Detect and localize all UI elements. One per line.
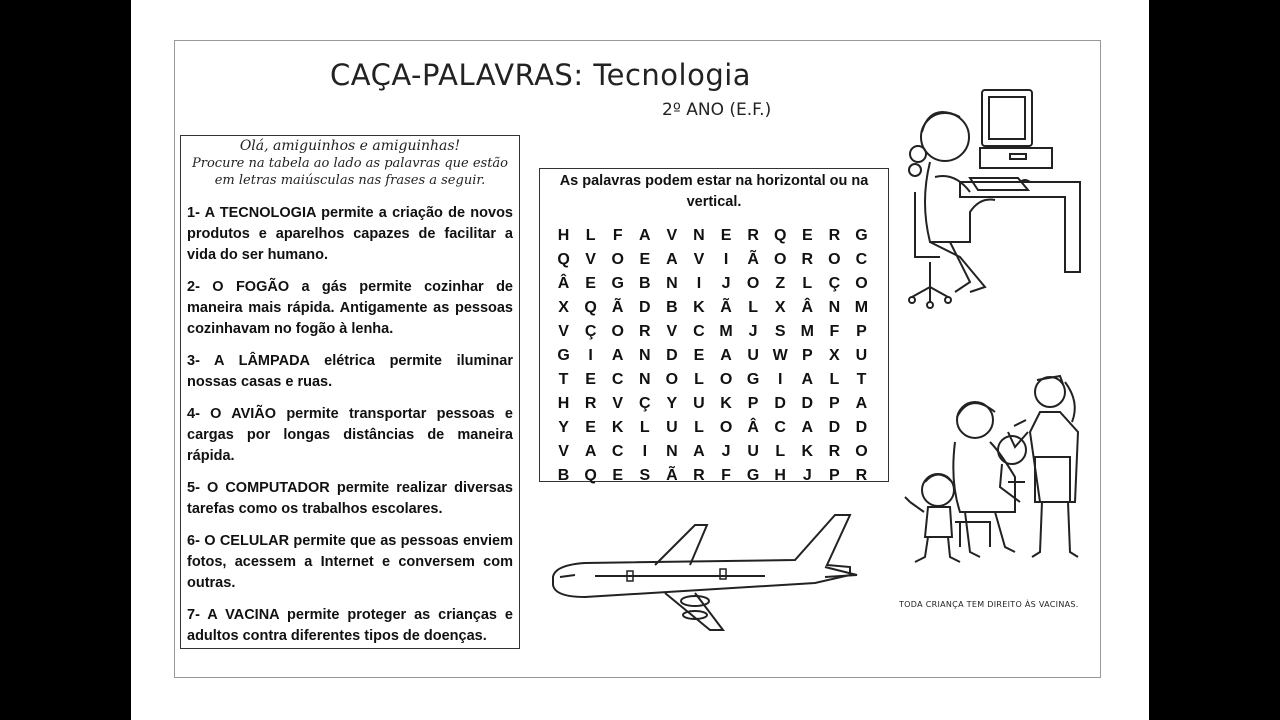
sentence-7: 7- A VACINA permite proteger as crianças e adultos contra diferentes tipos de doenças. bbox=[187, 607, 513, 644]
grid-letter: H bbox=[557, 227, 570, 244]
grid-letter: A bbox=[639, 227, 651, 244]
grid-letter: E bbox=[585, 419, 596, 436]
grid-letter: Ç bbox=[584, 323, 597, 340]
grid-letter: C bbox=[611, 371, 624, 388]
grid-letter: Ã bbox=[720, 299, 732, 316]
grid-letter: B bbox=[557, 467, 570, 484]
grid-letter: T bbox=[856, 371, 867, 388]
grid-letter: X bbox=[829, 347, 840, 364]
grid-letter: R bbox=[828, 443, 841, 460]
grid-letter: Ç bbox=[828, 275, 841, 292]
vaccine-caption: TODA CRIANÇA TEM DIREITO ÀS VACINAS. bbox=[899, 600, 1079, 609]
grid-letter: G bbox=[746, 371, 760, 388]
grid-letter: Q bbox=[584, 467, 597, 484]
grid-letter: J bbox=[748, 323, 758, 340]
grid-letter: V bbox=[612, 395, 624, 412]
sentence-1: 1- A TECNOLOGIA permite a criação de novos produtos e aparelhos capazes de facilitar a vida do ser humano. bbox=[187, 205, 513, 263]
grid-letter: J bbox=[721, 275, 731, 292]
sentence-4: 4- O AVIÃO permite transportar pessoas e cargas por longas distâncias de maneira rápida. bbox=[187, 406, 513, 464]
grid-letter: R bbox=[693, 467, 705, 484]
grid-letter: V bbox=[693, 251, 705, 268]
vaccination-illustration bbox=[900, 362, 1090, 582]
grid-letter: Q bbox=[557, 251, 570, 268]
grid-letter: Â bbox=[557, 275, 570, 292]
grid-letter: I bbox=[642, 443, 648, 460]
grid-letter: L bbox=[748, 299, 758, 316]
grid-letter: P bbox=[829, 395, 840, 412]
grid-letter: A bbox=[855, 395, 868, 412]
grid-letter: Q bbox=[584, 299, 597, 316]
grid-letter: C bbox=[855, 251, 868, 268]
grid-letter: J bbox=[721, 443, 731, 460]
grid-letter: O bbox=[611, 323, 624, 340]
grid-letter: O bbox=[665, 371, 679, 388]
grid-letter: D bbox=[666, 347, 678, 364]
grid-letter: G bbox=[557, 347, 570, 364]
grid-letter: Q bbox=[773, 227, 787, 244]
grid-letter: N bbox=[639, 347, 651, 364]
girl-computer-illustration bbox=[900, 82, 1085, 317]
grid-letter: A bbox=[584, 443, 597, 460]
grid-letter: V bbox=[558, 443, 569, 460]
grid-letter: A bbox=[801, 371, 814, 388]
grid-letter: X bbox=[558, 299, 569, 316]
grid-letter: O bbox=[855, 275, 868, 292]
greeting bbox=[187, 138, 513, 189]
grid-letter: B bbox=[666, 299, 678, 316]
grid-letter: V bbox=[585, 251, 596, 268]
grid-letter: R bbox=[584, 395, 597, 412]
grid-letter: V bbox=[558, 323, 569, 340]
grid-letter: D bbox=[855, 419, 868, 436]
word-search-grid bbox=[550, 224, 875, 488]
grid-letter: O bbox=[719, 371, 733, 388]
airplane-illustration bbox=[545, 505, 865, 640]
grid-letter: E bbox=[639, 251, 651, 268]
grid-letter: K bbox=[611, 419, 624, 436]
grid-letter: O bbox=[611, 251, 624, 268]
grid-letter: V bbox=[666, 323, 678, 340]
grid-letter: Ã bbox=[747, 251, 759, 268]
grid-letter: Z bbox=[775, 275, 786, 292]
grid-letter: S bbox=[774, 323, 786, 340]
grid-letter: G bbox=[855, 227, 868, 244]
grid-letter: F bbox=[829, 323, 840, 340]
grid-letter: Â bbox=[747, 419, 759, 436]
grid-letter: E bbox=[693, 347, 705, 364]
sentence-5: 5- O COMPUTADOR permite realizar diversas tarefas como os trabalhos escolares. bbox=[187, 480, 513, 517]
grid-letter: D bbox=[801, 395, 814, 412]
grid-letter: O bbox=[719, 419, 733, 436]
grid-letter: N bbox=[666, 275, 678, 292]
grid-letter: L bbox=[694, 419, 704, 436]
grid-letter: H bbox=[774, 467, 786, 484]
grid-letter: L bbox=[639, 419, 650, 436]
grid-letter: D bbox=[639, 299, 651, 316]
grid-letter: G bbox=[611, 275, 624, 292]
grid-letter: B bbox=[639, 275, 651, 292]
grid-letter: J bbox=[802, 467, 812, 484]
grid-letter: A bbox=[666, 251, 678, 268]
grid-letter: L bbox=[829, 371, 840, 388]
grid-letter: P bbox=[747, 395, 759, 412]
grid-letter: F bbox=[721, 467, 731, 484]
grid-letter: E bbox=[801, 227, 813, 244]
grid-letter: Ã bbox=[611, 299, 624, 316]
grid-letter: G bbox=[746, 467, 760, 484]
grid-letter: E bbox=[585, 371, 596, 388]
grid-letter: Y bbox=[666, 395, 678, 412]
grid-letter: I bbox=[723, 251, 729, 268]
grid-letter: A bbox=[611, 347, 624, 364]
grid-letter: L bbox=[694, 371, 704, 388]
grid-letter: C bbox=[693, 323, 705, 340]
word-search-box bbox=[539, 168, 889, 482]
grid-letter: I bbox=[588, 347, 593, 364]
grid-letter: N bbox=[666, 443, 678, 460]
grid-letter: L bbox=[775, 443, 786, 460]
grid-letter: L bbox=[802, 275, 813, 292]
grid-letter: U bbox=[666, 419, 678, 436]
grid-letter: T bbox=[558, 371, 569, 388]
grid-letter: U bbox=[747, 347, 759, 364]
grid-letter: U bbox=[747, 443, 759, 460]
grid-letter: D bbox=[774, 395, 786, 412]
grid-letter: M bbox=[719, 323, 733, 340]
grid-letter: N bbox=[828, 299, 841, 316]
grid-letter: K bbox=[801, 443, 814, 460]
grid-letter: A bbox=[720, 347, 732, 364]
grid-letter: C bbox=[774, 419, 786, 436]
grid-letter: L bbox=[585, 227, 596, 244]
grid-letter: I bbox=[696, 275, 702, 292]
grid-letter: M bbox=[800, 323, 814, 340]
grid-letter: O bbox=[773, 251, 787, 268]
grid-letter: E bbox=[612, 467, 624, 484]
grid-letter: V bbox=[666, 227, 678, 244]
grid-letter: R bbox=[828, 227, 841, 244]
grid-letter: C bbox=[611, 443, 624, 460]
greeting-line-2: Procure na tabela ao lado as palavras que estão bbox=[192, 156, 508, 171]
word-search-instructions: As palavras podem estar na horizontal ou na vertical. bbox=[559, 173, 869, 210]
grid-letter: O bbox=[855, 443, 868, 460]
grid-letter: N bbox=[693, 227, 705, 244]
grade-label: 2º ANO (E.F.) bbox=[662, 100, 772, 120]
grid-letter: U bbox=[855, 347, 868, 364]
sentence-3: 3- A LÂMPADA elétrica permite iluminar nossas casas e ruas. bbox=[187, 353, 513, 390]
grid-letter: K bbox=[693, 299, 705, 316]
grid-letter: P bbox=[856, 323, 867, 340]
grid-letter: Ã bbox=[666, 467, 678, 484]
grid-letter: M bbox=[854, 299, 869, 316]
grid-letter: U bbox=[693, 395, 705, 412]
grid-letter: K bbox=[720, 395, 732, 412]
grid-letter: P bbox=[829, 467, 840, 484]
grid-letter: A bbox=[693, 443, 705, 460]
grid-letter: A bbox=[801, 419, 814, 436]
grid-letter: W bbox=[772, 347, 788, 364]
sentence-2: 2- O FOGÃO a gás permite cozinhar de maneira mais rápida. Antigamente as pessoas cozinhavam no fogão à lenha. bbox=[187, 279, 513, 337]
greeting-line-1: Olá, amiguinhos e amiguinhas! bbox=[239, 138, 461, 154]
grid-letter: Â bbox=[801, 299, 814, 316]
grid-letter: D bbox=[828, 419, 841, 436]
grid-letter: R bbox=[747, 227, 759, 244]
sentences-box bbox=[180, 135, 520, 649]
grid-letter: H bbox=[557, 395, 570, 412]
grid-letter: Y bbox=[558, 419, 569, 436]
sentence-6: 6- O CELULAR permite que as pessoas enviem fotos, acessem a Internet e conversem com outras. bbox=[187, 533, 513, 591]
greeting-line-3: em letras maiúsculas nas frases a seguir. bbox=[214, 173, 486, 188]
grid-letter: R bbox=[639, 323, 651, 340]
grid-letter: E bbox=[585, 275, 596, 292]
grid-letter: E bbox=[720, 227, 732, 244]
grid-letter: R bbox=[801, 251, 814, 268]
page-title: CAÇA-PALAVRAS: Tecnologia bbox=[330, 58, 752, 92]
sentence-list bbox=[187, 203, 513, 647]
grid-letter: O bbox=[828, 251, 841, 268]
grid-letter: R bbox=[855, 467, 868, 484]
grid-letter: I bbox=[777, 371, 783, 388]
grid-letter: S bbox=[639, 467, 651, 484]
grid-letter: P bbox=[801, 347, 813, 364]
grid-letter: X bbox=[774, 299, 786, 316]
grid-letter: O bbox=[746, 275, 760, 292]
grid-letter: F bbox=[612, 227, 623, 244]
grid-letter: Ç bbox=[639, 395, 651, 412]
grid-letter: N bbox=[639, 371, 651, 388]
